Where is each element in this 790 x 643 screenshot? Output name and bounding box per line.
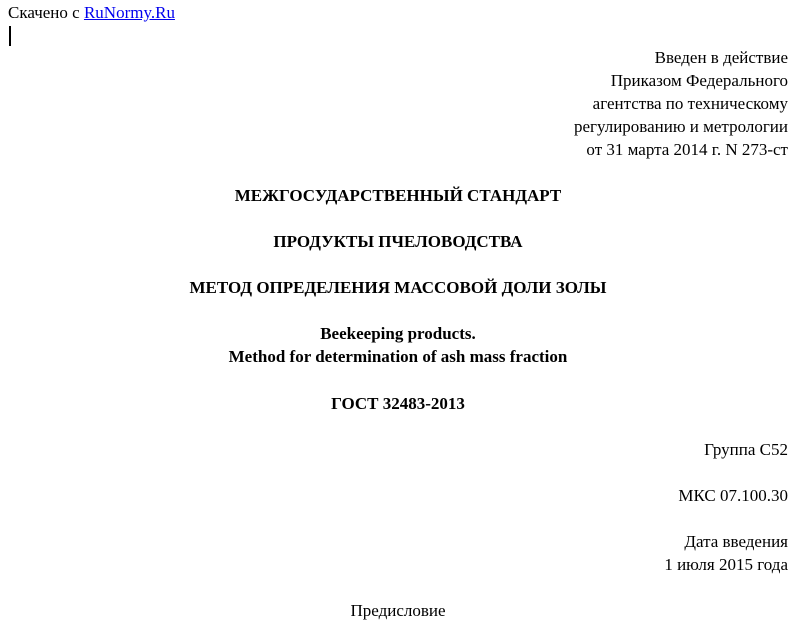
foreword-heading: Предисловие bbox=[350, 601, 446, 620]
effective-date-value: 1 июля 2015 года bbox=[664, 555, 788, 574]
english-title-line: Method for determination of ash mass fraction bbox=[228, 347, 568, 366]
introduced-line: Приказом Федерального bbox=[610, 71, 788, 90]
english-title-line: Beekeeping products. bbox=[320, 324, 476, 343]
document-subtitle: МЕТОД ОПРЕДЕЛЕНИЯ МАССОВОЙ ДОЛИ ЗОЛЫ bbox=[189, 278, 607, 297]
text-cursor bbox=[9, 26, 11, 46]
introduced-line: от 31 марта 2014 г. N 273-ст bbox=[586, 140, 788, 159]
mks-code: МКС 07.100.30 bbox=[678, 486, 788, 505]
document-title: ПРОДУКТЫ ПЧЕЛОВОДСТВА bbox=[273, 232, 523, 251]
effective-date-label: Дата введения bbox=[684, 532, 788, 551]
introduced-line: агентства по техническому bbox=[592, 94, 788, 113]
introduced-line: регулированию и метрологии bbox=[573, 117, 788, 136]
introduced-block bbox=[574, 46, 788, 161]
standard-code: ГОСТ 32483-2013 bbox=[331, 394, 465, 413]
group-code: Группа С52 bbox=[704, 440, 788, 459]
source-prefix: Скачено с bbox=[8, 3, 80, 22]
standard-type: МЕЖГОСУДАРСТВЕННЫЙ СТАНДАРТ bbox=[234, 186, 562, 205]
introduced-line: Введен в действие bbox=[654, 48, 788, 67]
english-title bbox=[0, 322, 790, 368]
source-link[interactable]: RuNormy.Ru bbox=[83, 3, 175, 22]
effective-date bbox=[664, 530, 788, 576]
source-line bbox=[8, 1, 175, 24]
